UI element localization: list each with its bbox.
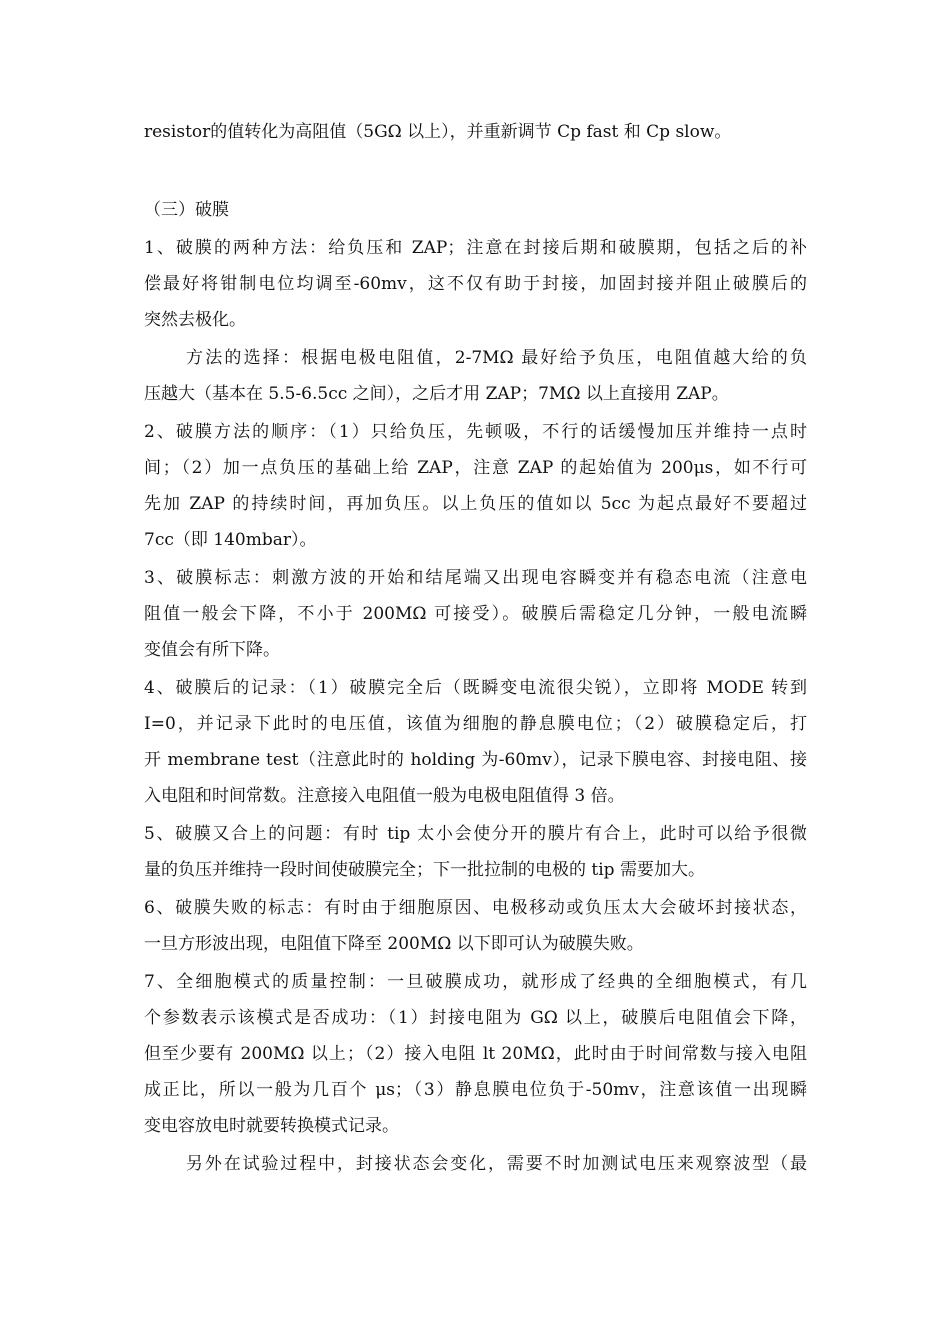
method-line-1: 方法的选择：根据电极电阻值，2-7MΩ 最好给予负压，电阻值越大给的负 [186, 348, 807, 368]
item-5-line-2: 量的负压并维持一段时间使破膜完全；下一批拉制的电极的 tip 需要加大。 [144, 860, 705, 880]
item-2-line-4: 7cc（即 140mbar）。 [144, 530, 317, 550]
item-2-line-2: 间；（2）加一点负压的基础上给 ZAP，注意 ZAP 的起始值为 200μs，如不行可 [144, 458, 807, 478]
item-1-line-3: 突然去极化。 [144, 310, 246, 330]
item-7-line-2: 个参数表示该模式是否成功：（1）封接电阻为 GΩ 以上，破膜后电阻值会下降， [144, 1008, 807, 1028]
item-7-line-4: 成正比，所以一般为几百个 μs；（3）静息膜电位负于-50mv，注意该值一出现瞬 [144, 1080, 807, 1100]
item-2-line-1: 2、破膜方法的顺序：（1）只给负压，先顿吸，不行的话缓慢加压并维持一点时 [144, 422, 807, 442]
intro-line: resistor的值转化为高阻值（5GΩ 以上），并重新调节 Cp fast 和 Cp slow。 [144, 122, 732, 142]
item-6-line-2: 一旦方形波出现，电阻值下降至 200MΩ 以下即可认为破膜失败。 [144, 934, 644, 954]
item-4-line-4: 入电阻和时间常数。注意接入电阻值一般为电极电阻值得 3 倍。 [144, 786, 625, 806]
item-1-line-1: 1、破膜的两种方法：给负压和 ZAP；注意在封接后期和破膜期，包括之后的补 [144, 238, 807, 258]
item-3-line-2: 阻值一般会下降，不小于 200MΩ 可接受）。破膜后需稳定几分钟，一般电流瞬 [144, 604, 807, 624]
item-7-line-3: 但至少要有 200MΩ 以上；（2）接入电阻 lt 20MΩ，此时由于时间常数与接入电阻 [144, 1044, 807, 1064]
item-7-line-1: 7、全细胞模式的质量控制：一旦破膜成功，就形成了经典的全细胞模式，有几 [144, 972, 807, 992]
item-4-line-1: 4、破膜后的记录：（1）破膜完全后（既瞬变电流很尖锐），立即将 MODE 转到 [144, 678, 807, 698]
method-line-2: 压越大（基本在 5.5-6.5cc 之间），之后才用 ZAP；7MΩ 以上直接用 ZAP。 [144, 384, 729, 404]
item-7-line-5: 变电容放电时就要转换模式记录。 [144, 1116, 399, 1136]
closing-line-1: 另外在试验过程中，封接状态会变化，需要不时加测试电压来观察波型（最 [186, 1154, 807, 1174]
section-heading: （三）破膜 [144, 200, 229, 220]
item-5-line-1: 5、破膜又合上的问题：有时 tip 太小会使分开的膜片有合上，此时可以给予很微 [144, 824, 807, 844]
item-6-line-1: 6、破膜失败的标志：有时由于细胞原因、电极移动或负压太大会破坏封接状态， [144, 898, 807, 918]
item-2-line-3: 先加 ZAP 的持续时间，再加负压。以上负压的值如以 5cc 为起点最好不要超过 [144, 494, 807, 514]
item-1-line-2: 偿最好将钳制电位均调至-60mv，这不仅有助于封接，加固封接并阻止破膜后的 [144, 274, 807, 294]
item-4-line-2: I=0，并记录下此时的电压值，该值为细胞的静息膜电位；（2）破膜稳定后，打 [144, 714, 807, 734]
item-4-line-3: 开 membrane test（注意此时的 holding 为-60mv），记录下膜电容、封接电阻、接 [144, 750, 807, 770]
item-3-line-3: 变值会有所下降。 [144, 640, 280, 660]
item-3-line-1: 3、破膜标志：刺激方波的开始和结尾端又出现电容瞬变并有稳态电流（注意电 [144, 568, 807, 588]
